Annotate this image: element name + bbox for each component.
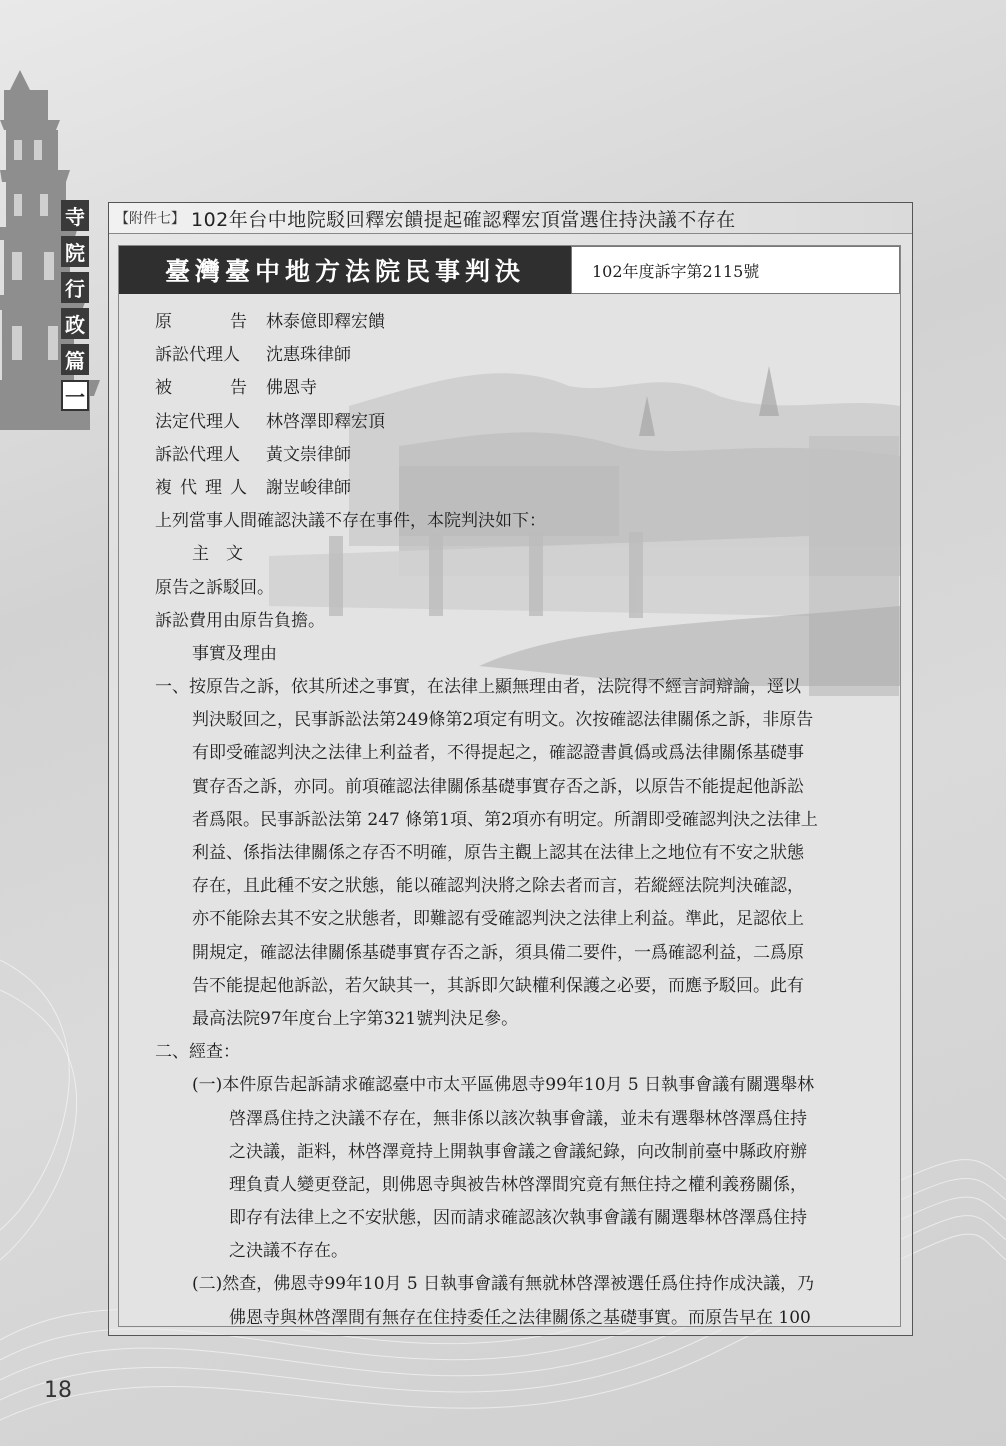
- section-tab-char: 政: [61, 308, 89, 339]
- section-tab-char: 一: [61, 380, 89, 411]
- subsection-label: (一): [192, 1075, 223, 1096]
- section-1-line: 開規定，確認法律關係基礎事實存否之訴，須具備二要件，一爲確認利益，二爲原: [192, 942, 804, 963]
- section-tab-char: 行: [61, 272, 89, 303]
- party-role: 訴訟代理人: [155, 345, 240, 366]
- main-text-line: 訴訟費用由原告負擔。: [155, 610, 325, 631]
- main-heading: 主 文: [192, 544, 243, 565]
- section-1-line: 利益、係指法律關係之存否不明確，原告主觀上認其在法律上之地位有不安之狀態: [192, 843, 804, 863]
- section-2-1-line: 之決議不存在。: [229, 1241, 348, 1262]
- main-text-line: 原告之訴駁回。: [155, 577, 274, 598]
- party-name: 林啓澤即釋宏頂: [266, 411, 385, 432]
- party-name: 謝岦峻律師: [266, 477, 351, 498]
- court-name: 臺灣臺中地方法院民事判決: [119, 246, 571, 294]
- court-header: [119, 246, 900, 294]
- section-tab: [61, 200, 89, 411]
- party-role: 法定代理人: [155, 411, 240, 432]
- party-role: 訴訟代理人: [155, 444, 240, 465]
- section-2-1-line: (一)本件原告起訴請求確認臺中市太平區佛恩寺99年10月 5 日執事會議有關選舉林: [192, 1075, 815, 1096]
- party-name: 黃文崇律師: [266, 444, 351, 465]
- section-1-line: 一、按原告之訴，依其所述之事實，在法律上顯無理由者，法院得不經言詞辯論，逕以: [155, 677, 801, 698]
- appendix-frame: [108, 202, 913, 1336]
- section-2-2-line: (二)然查，佛恩寺99年10月 5 日執事會議有無就林啓澤被選任爲住持作成決議，乃: [192, 1274, 815, 1295]
- section-1-line: 判決駁回之，民事訴訟法第249條第2項定有明文。次按確認法律關係之訴，非原告: [192, 710, 814, 731]
- party-role: 原 告: [155, 312, 247, 332]
- section-2-1-line: 即存有法律上之不安狀態，因而請求確認該次執事會議有關選舉林啓澤爲住持: [229, 1208, 807, 1229]
- party-name: 沈惠珠律師: [266, 345, 351, 366]
- party-row: [155, 472, 875, 505]
- section-1-line: 存在，且此種不安之狀態，能以確認判決將之除去者而言，若縱經法院判決確認，: [192, 876, 804, 897]
- section-1-line: 實存否之訴，亦同。前項確認法律關係基礎事實存否之訴，以原告不能提起他訴訟: [192, 776, 804, 797]
- section-1-line: 者爲限。民事訴訟法第 247 條第1項、第2項亦有明定。所謂即受確認判決之法律上: [192, 809, 818, 830]
- party-row: [155, 339, 875, 372]
- section-2-1-line: 理負責人變更登記，則佛恩寺與被告林啓澤間究竟有無住持之權利義務關係，: [229, 1174, 807, 1195]
- section-2-heading: 二、經查：: [155, 1042, 240, 1063]
- party-row: [155, 372, 875, 405]
- section-1-line: 告不能提起他訴訟，若欠缺其一，其訴即欠缺權利保護之必要，而應予駁回。此有: [192, 975, 804, 996]
- appendix-title: 102年台中地院駁回釋宏饋提起確認釋宏頂當選住持決議不存在: [191, 208, 736, 231]
- section-1-line: 亦不能除去其不安之狀態者，即難認有受確認判決之法律上利益。準此，足認依上: [192, 909, 804, 930]
- subsection-label: (二): [192, 1274, 223, 1295]
- party-name: 林泰億即釋宏饋: [266, 312, 385, 332]
- section-tab-char: 院: [61, 236, 89, 267]
- section-label: 一、: [155, 677, 189, 698]
- section-1-line: 最高法院97年度台上字第321號判決足參。: [192, 1008, 519, 1029]
- party-name: 佛恩寺: [266, 378, 317, 399]
- case-number: 102年度訴字第2115號: [571, 246, 900, 294]
- intro-line: 上列當事人間確認決議不存在事件，本院判決如下：: [155, 511, 546, 532]
- appendix-titlebar: [109, 203, 912, 234]
- party-role: 被 告: [155, 378, 247, 399]
- page-number: 18: [44, 1378, 72, 1403]
- judgment-body: [155, 306, 875, 1327]
- reasons-heading: 事實及理由: [192, 643, 277, 664]
- section-tab-char: 篇: [61, 344, 89, 375]
- section-1-line: 有即受確認判決之法律上利益者，不得提起之，確認證書眞僞或爲法律關係基礎事: [192, 743, 804, 764]
- pagoda-image: [0, 70, 108, 430]
- section-2-2-line: 佛恩寺與林啓澤間有無存在住持委任之法律關係之基礎事實。而原告早在 100: [229, 1307, 811, 1327]
- section-tab-char: 寺: [61, 200, 89, 231]
- section-2-1-line: 之決議，詎料，林啓澤竟持上開執事會議之會議紀錄，向改制前臺中縣政府辦: [229, 1141, 807, 1162]
- party-row: [155, 406, 875, 439]
- party-row: [155, 306, 875, 339]
- appendix-tag: 【附件七】: [115, 211, 185, 227]
- party-row: [155, 439, 875, 472]
- party-role: 複 代 理 人: [155, 477, 247, 498]
- judgment-panel: [118, 245, 901, 1327]
- section-2-1-line: 啓澤爲住持之決議不存在，無非係以該次執事會議，並未有選舉林啓澤爲住持: [229, 1108, 807, 1129]
